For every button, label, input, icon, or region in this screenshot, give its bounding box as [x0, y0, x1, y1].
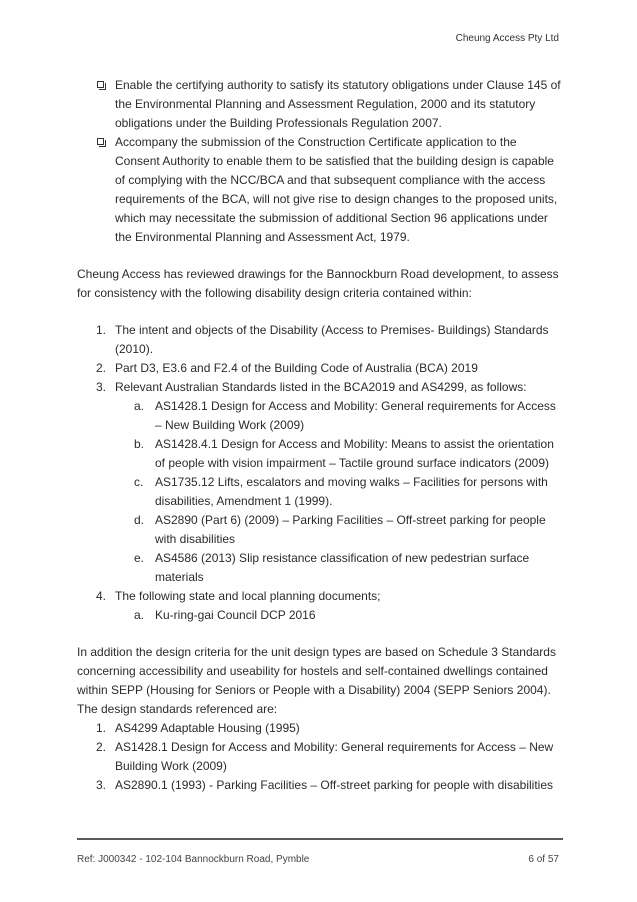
design-standard-item	[77, 776, 563, 795]
checkbox-bullet-icon	[97, 81, 104, 88]
standard-text: AS4586 (2013) Slip resistance classification of new pedestrian surface materials	[155, 551, 530, 584]
objective-bullet-item	[77, 76, 563, 133]
design-standard-text: AS2890.1 (1993) - Parking Facilities – Off-street parking for people with disabilities	[115, 778, 553, 792]
list-letter: d.	[134, 513, 145, 527]
list-number: 3.	[96, 380, 107, 394]
objective-bullet-text: Enable the certifying authority to satisfy its statutory obligations under Clause 145 of the Environmental Planning and Assessment Regulation, 2000 and its statutory obligations under the Building Professionals Regulation 2007.	[115, 78, 561, 130]
planning-documents-sublist	[115, 606, 563, 625]
criteria-item	[77, 321, 563, 359]
standard-item	[115, 435, 563, 473]
header-company-name: Cheung Access Pty Ltd	[455, 33, 559, 44]
intro-paragraph: Cheung Access has reviewed drawings for the Bannockburn Road development, to assess for consistency with the following disability design criteria contained within:	[77, 267, 559, 300]
criteria-text: The following state and local planning documents;	[115, 589, 381, 603]
footer-divider	[77, 838, 563, 840]
list-number: 1.	[96, 721, 107, 735]
list-number: 2.	[96, 740, 107, 754]
planning-document-item	[115, 606, 563, 625]
standard-text: AS1428.1 Design for Access and Mobility: General requirements for Access – New Building Work (2009)	[155, 399, 556, 432]
standard-text: AS1428.4.1 Design for Access and Mobility: Means to assist the orientation of people with vision impairment – Tactile ground surface indicators (2009)	[155, 437, 554, 470]
standard-item	[115, 397, 563, 435]
criteria-text: Relevant Australian Standards listed in the BCA2019 and AS4299, as follows:	[115, 380, 527, 394]
standard-item	[115, 511, 563, 549]
design-standard-text: AS1428.1 Design for Access and Mobility: General requirements for Access – New Building Work (2009)	[115, 740, 554, 773]
criteria-text: Part D3, E3.6 and F2.4 of the Building Code of Australia (BCA) 2019	[115, 361, 478, 375]
list-number: 3.	[96, 778, 107, 792]
criteria-list	[77, 321, 563, 625]
design-standard-item	[77, 738, 563, 776]
list-letter: a.	[134, 608, 145, 622]
objective-bullet-text: Accompany the submission of the Construction Certificate application to the Consent Authority to enable them to be satisfied that the building design is capable of complying with the NCC/BCA and that subsequent compliance with the access requirements of the BCA, will not give rise to design changes to the proposed units, which may necessitate the submission of additional Section 96 applications under the Environmental Planning and Assessment Act, 1979.	[115, 135, 558, 244]
standard-item	[115, 549, 563, 587]
criteria-item	[77, 359, 563, 378]
standard-item	[115, 473, 563, 511]
list-letter: a.	[134, 399, 145, 413]
criteria-item	[77, 587, 563, 625]
page-number: 6 of 57	[528, 854, 559, 865]
list-number: 1.	[96, 323, 107, 337]
checkbox-bullet-icon	[97, 138, 104, 145]
design-standards-list	[77, 719, 563, 795]
design-standard-item	[77, 719, 563, 738]
footer-reference: Ref: J000342 - 102-104 Bannockburn Road, Pymble	[77, 854, 310, 865]
planning-document-text: Ku-ring-gai Council DCP 2016	[155, 608, 316, 622]
list-letter: b.	[134, 437, 145, 451]
criteria-text: The intent and objects of the Disability (Access to Premises- Buildings) Standards (2010).	[115, 323, 549, 356]
objectives-bullet-list	[77, 76, 563, 247]
standard-text: AS1735.12 Lifts, escalators and moving walks – Facilities for persons with disabilities, Amendment 1 (1999).	[155, 475, 548, 508]
page-body	[77, 76, 563, 795]
list-letter: c.	[134, 475, 144, 489]
standards-sublist	[115, 397, 563, 587]
list-number: 4.	[96, 589, 107, 603]
design-standard-text: AS4299 Adaptable Housing (1995)	[115, 721, 300, 735]
objective-bullet-item	[77, 133, 563, 247]
design-criteria-paragraph: In addition the design criteria for the unit design types are based on Schedule 3 Standards concerning accessibility and useability for hostels and self-contained dwellings contained within SEPP (Housing for Seniors or People with a Disability) 2004 (SEPP Seniors 2004). The design standards referenced are:	[77, 645, 556, 716]
criteria-item	[77, 378, 563, 587]
list-number: 2.	[96, 361, 107, 375]
standard-text: AS2890 (Part 6) (2009) – Parking Facilities – Off-street parking for people with disabilities	[155, 513, 546, 546]
list-letter: e.	[134, 551, 145, 565]
